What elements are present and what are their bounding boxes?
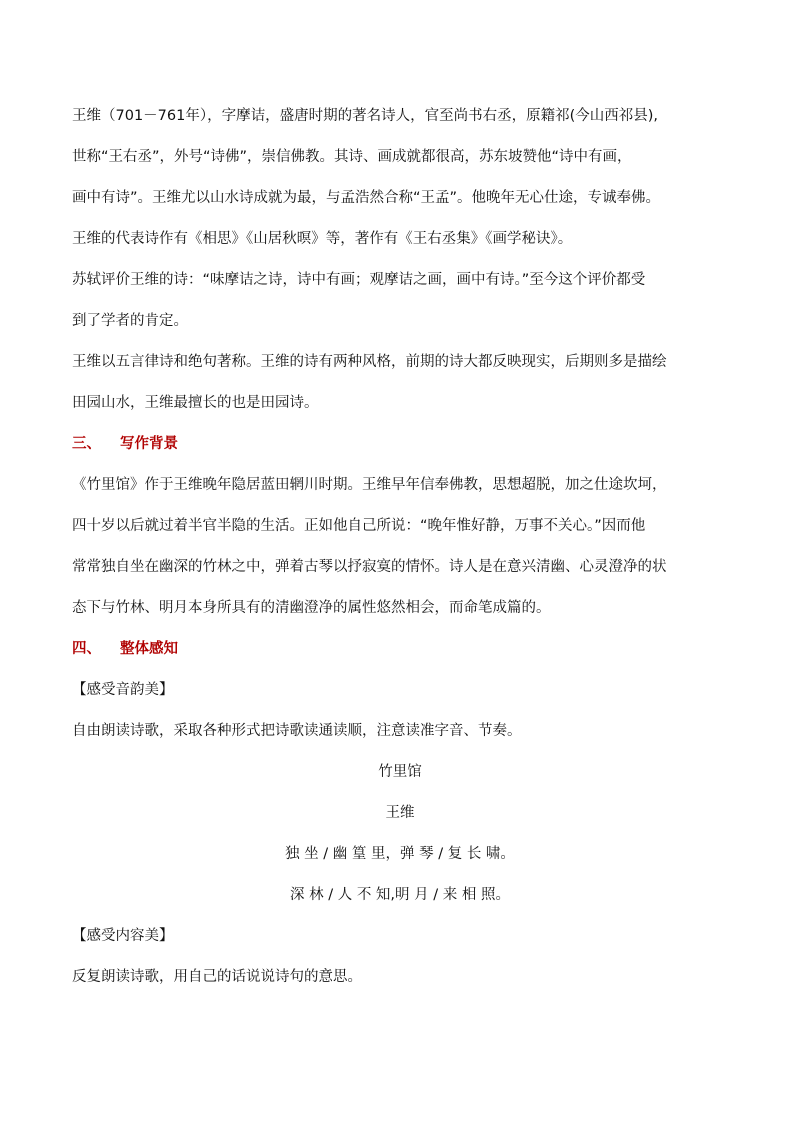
document-page [72, 96, 728, 998]
sound-beauty-text: 自由朗读诗歌，采取各种形式把诗歌读通读顺，注意读准字音、节奏。 [72, 723, 522, 739]
comment-line-1: 苏轼评价王维的诗：“味摩诘之诗，诗中有画；观摩诘之画，画中有诗。”至今这个评价都受 [72, 272, 646, 288]
background-line-2: 四十岁以后就过着半官半隐的生活。正如他自己所说：“晚年惟好静，万事不关心。”因而他 [72, 518, 646, 534]
section-number: 三、 [72, 436, 101, 452]
style-line-2: 田园山水，王维最擅长的也是田园诗。 [72, 395, 319, 411]
sound-beauty-label: 【感受音韵美】 [72, 682, 174, 698]
bio-line-2: 世称“王右丞”，外号“诗佛”，崇信佛教。其诗、画成就都很高，苏东坡赞他“诗中有画， [72, 149, 632, 165]
poem-line-1: 独 坐 / 幽 篁 里，弹 琴 / 复 长 啸。 [285, 846, 515, 862]
bio-line-1: 王维（701－761年），字摩诘，盛唐时期的著名诗人，官至尚书右丞，原籍祁(今山西祁县), [72, 108, 659, 124]
poem-title: 竹里馆 [378, 764, 422, 780]
bio-line-4: 王维的代表诗作有《相思》《山居秋暝》等，著作有《王右丞集》《画学秘诀》。 [72, 231, 573, 247]
background-line-1: 《竹里馆》作于王维晚年隐居蓝田辋川时期。王维早年信奉佛教，思想超脱，加之仕途坎坷， [72, 477, 667, 493]
background-line-4: 态下与竹林、明月本身所具有的清幽澄净的属性悠然相会，而命笔成篇的。 [72, 600, 551, 616]
content-beauty-text: 反复朗读诗歌，用自己的话说说诗句的意思。 [72, 969, 362, 985]
poem-line-2: 深 林 / 人 不 知,明 月 / 来 相 照。 [290, 887, 510, 903]
style-line-1: 王维以五言律诗和绝句著称。王维的诗有两种风格，前期的诗大都反映现实，后期则多是描绘 [72, 354, 667, 370]
background-line-3: 常常独自坐在幽深的竹林之中，弹着古琴以抒寂寞的情怀。诗人是在意兴清幽、心灵澄净的状 [72, 559, 667, 575]
section-heading-perception [72, 629, 728, 670]
section-heading-background [72, 424, 728, 465]
poem-author: 王维 [385, 805, 415, 821]
content-beauty-label: 【感受内容美】 [72, 928, 174, 944]
section-number: 四、 [72, 641, 101, 657]
bio-line-3: 画中有诗”。王维尤以山水诗成就为最，与孟浩然合称“王孟”。他晚年无心仕途，专诚奉佛。 [72, 190, 661, 206]
section-title: 整体感知 [120, 641, 178, 657]
section-title: 写作背景 [120, 436, 178, 452]
comment-line-2: 到了学者的肯定。 [72, 313, 188, 329]
